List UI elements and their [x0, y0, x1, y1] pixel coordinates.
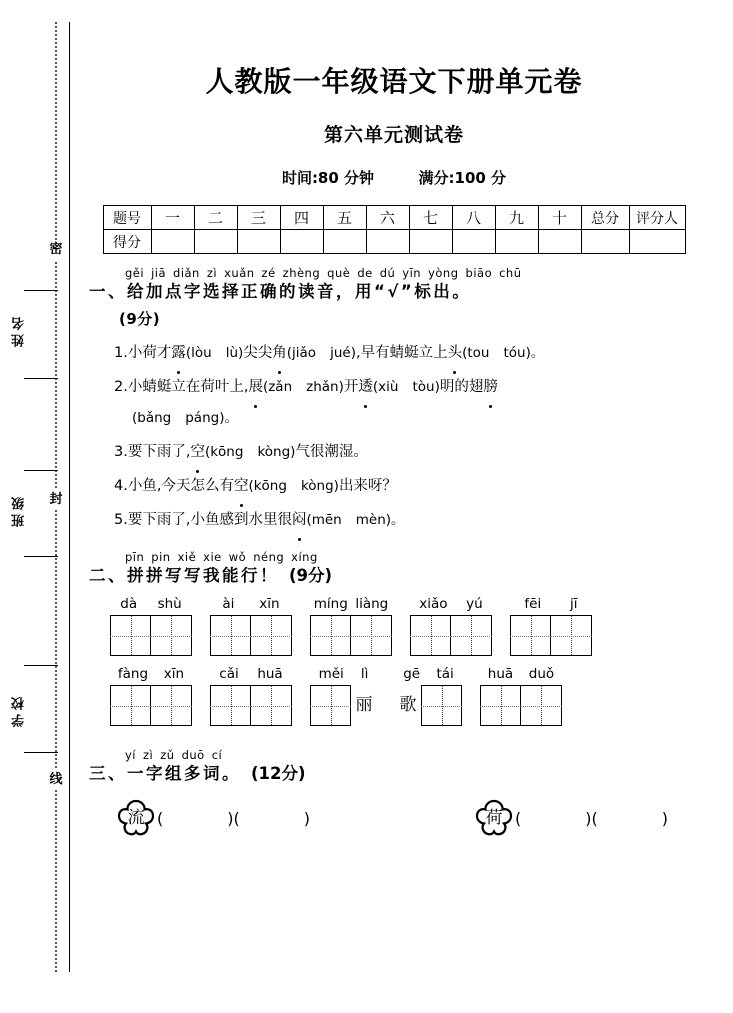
pinyin-syllable: jiā — [151, 266, 167, 280]
pinyin-syllable: liàng — [355, 596, 389, 612]
pinyin-syllable: gē — [403, 666, 421, 682]
section-two-index: 二、 — [89, 566, 127, 585]
section-two-points: (9分) — [289, 566, 333, 585]
prefilled-character: 丽 — [355, 695, 373, 715]
score-table-col-1: 一 — [151, 206, 194, 230]
question-line — [114, 437, 702, 468]
question-text: 要下雨了,小鱼感到水里很 — [127, 512, 292, 528]
writing-grid-rows — [86, 596, 702, 726]
pinyin-syllable: diǎn — [173, 266, 200, 280]
score-table-header-row — [103, 206, 685, 230]
dotted-target-char: 空 — [234, 471, 249, 502]
question-line — [114, 505, 702, 536]
score-table — [103, 205, 686, 254]
pinyin-syllable: xīn — [259, 596, 280, 612]
tianzi-cell[interactable] — [480, 685, 521, 726]
pinyin-syllable: zǔ — [160, 748, 175, 762]
writing-grid-boxes — [510, 615, 592, 656]
score-cell-8[interactable] — [452, 230, 495, 254]
question-item — [114, 338, 702, 369]
pinyin-option[interactable]: páng)。 — [185, 410, 238, 426]
tianzi-cell[interactable] — [451, 615, 492, 656]
pinyin-option[interactable]: lù) — [225, 345, 244, 361]
info-separator — [24, 752, 58, 753]
score-cell-3[interactable] — [237, 230, 280, 254]
question-text: 小鱼,今天怎么有 — [127, 478, 234, 494]
pinyin-syllable: duǒ — [528, 666, 555, 682]
tianzi-cell[interactable] — [310, 685, 351, 726]
writing-grid-group — [210, 596, 292, 656]
pinyin-syllable: de — [357, 266, 373, 280]
info-separator — [24, 556, 58, 557]
pinyin-option[interactable]: (lòu — [185, 345, 212, 361]
page-title: 人教版一年级语文下册单元卷 — [205, 65, 583, 98]
tianzi-cell[interactable] — [151, 615, 192, 656]
writing-grid-boxes — [210, 615, 292, 656]
score-cell-total[interactable] — [581, 230, 629, 254]
pinyin-syllable: pīn — [125, 550, 145, 564]
pinyin-syllable: dú — [379, 266, 396, 280]
student-class-label: 班级 — [12, 493, 27, 527]
score-cell-6[interactable] — [366, 230, 409, 254]
writing-grid-group — [510, 596, 592, 656]
writing-grid-pinyin — [410, 596, 492, 612]
score-table-col-2: 二 — [194, 206, 237, 230]
writing-grid-boxes — [310, 615, 392, 656]
tianzi-cell[interactable] — [521, 685, 562, 726]
section-three-index: 三、 — [89, 764, 127, 783]
pinyin-syllable: néng — [253, 550, 285, 564]
question-text: 尖尖 — [243, 345, 273, 361]
answer-parentheses[interactable]: ( )( ) — [157, 808, 310, 828]
section-two-title — [89, 562, 702, 586]
pinyin-option[interactable]: kòng) — [300, 478, 339, 494]
pinyin-option[interactable]: jué) — [330, 345, 356, 361]
exam-meta — [86, 167, 702, 188]
tianzi-cell[interactable] — [310, 615, 351, 656]
pinyin-syllable: dà — [120, 596, 138, 612]
writing-grid-boxes — [210, 685, 292, 726]
score-table-row-label: 题号 — [103, 206, 151, 230]
writing-grid-pinyin — [480, 666, 562, 682]
writing-grid-pinyin — [210, 596, 292, 612]
info-separator — [24, 290, 58, 291]
writing-grid-group — [110, 596, 192, 656]
question-text: 开 — [343, 379, 359, 395]
info-separator — [24, 470, 58, 471]
dotted-target-char: 空 — [190, 437, 205, 468]
writing-grid-boxes — [480, 685, 562, 726]
pinyin-syllable: zé — [261, 266, 276, 280]
score-table-col-8: 八 — [452, 206, 495, 230]
writing-grid-row — [110, 666, 702, 726]
tianzi-cell[interactable] — [210, 685, 251, 726]
tianzi-cell[interactable] — [251, 685, 292, 726]
question-number: 5. — [114, 512, 128, 528]
section-two-text: 拼拼写写我能行！ — [127, 566, 279, 585]
tianzi-cell[interactable] — [151, 685, 192, 726]
question-number: 2. — [114, 379, 128, 395]
writing-grid-pinyin — [210, 666, 292, 682]
dotted-target-char: 膀 — [483, 372, 498, 403]
question-number: 3. — [114, 444, 128, 460]
pinyin-syllable: yí — [125, 748, 137, 762]
pinyin-option[interactable]: zhǎn) — [306, 379, 344, 395]
section-two — [86, 550, 702, 586]
dotted-target-char: 透 — [358, 372, 373, 403]
pinyin-option[interactable]: (xiù — [372, 379, 399, 395]
score-cell-4[interactable] — [280, 230, 323, 254]
pinyin-syllable: duō — [181, 748, 205, 762]
score-table-col-5: 五 — [323, 206, 366, 230]
dotted-target-char: 头 — [448, 338, 463, 369]
pinyin-syllable: biāo — [465, 266, 493, 280]
pinyin-syllable: fàng — [117, 666, 149, 682]
score-cell-9[interactable] — [495, 230, 538, 254]
pinyin-syllable: què — [327, 266, 351, 280]
pinyin-option[interactable]: tóu)。 — [503, 345, 545, 361]
word-building-item — [116, 798, 310, 838]
pinyin-syllable: zì — [143, 748, 154, 762]
question-text: 要下雨了, — [127, 444, 191, 460]
question-text: 出来呀？ — [338, 478, 397, 494]
writing-grid-boxes — [110, 685, 192, 726]
pinyin-syllable: jī — [570, 596, 578, 612]
score-cell-10[interactable] — [538, 230, 581, 254]
pinyin-syllable: huā — [257, 666, 283, 682]
writing-grid-pinyin — [110, 596, 192, 612]
pinyin-option[interactable]: (tou — [462, 345, 490, 361]
writing-grid-group — [110, 666, 192, 726]
pinyin-syllable: míng — [313, 596, 348, 612]
score-table-row-label: 得分 — [103, 230, 151, 254]
writing-grid-group — [310, 666, 377, 726]
pinyin-syllable: cí — [211, 748, 223, 762]
question-text: 明的翅 — [439, 379, 484, 395]
writing-grid-group — [310, 596, 392, 656]
writing-grid-pinyin — [310, 666, 377, 682]
score-table-col-7: 七 — [409, 206, 452, 230]
tianzi-cell[interactable] — [351, 615, 392, 656]
word-building-row — [116, 798, 702, 838]
dotted-target-char: 展 — [248, 372, 263, 403]
pinyin-option[interactable]: (bǎng — [132, 410, 172, 426]
info-separator — [24, 665, 58, 666]
writing-grid-pinyin — [310, 596, 392, 612]
question-line — [114, 372, 702, 403]
score-cell-1[interactable] — [151, 230, 194, 254]
dotted-target-char: 闷 — [292, 505, 307, 536]
pinyin-option[interactable]: mèn)。 — [355, 512, 405, 528]
tianzi-cell[interactable] — [110, 685, 151, 726]
tianzi-cell[interactable] — [421, 685, 462, 726]
section-three — [86, 748, 702, 784]
pinyin-syllable: chū — [499, 266, 522, 280]
question-text: 小蜻蜓立在荷叶上, — [127, 379, 249, 395]
pinyin-syllable: cǎi — [219, 666, 239, 682]
writing-grid-group — [210, 666, 292, 726]
pinyin-syllable: xiě — [177, 550, 197, 564]
question-item — [114, 437, 702, 468]
score-table-col-3: 三 — [237, 206, 280, 230]
pinyin-syllable: zì — [206, 266, 218, 280]
question-text: 小荷才 — [127, 345, 172, 361]
score-table-col-10: 十 — [538, 206, 581, 230]
pinyin-syllable: xīn — [163, 666, 185, 682]
student-name-label: 姓名 — [12, 313, 27, 347]
score-table-total-label: 总分 — [581, 206, 629, 230]
pinyin-syllable: xuǎn — [224, 266, 255, 280]
question-line — [114, 338, 702, 369]
pinyin-syllable: yīn — [402, 266, 422, 280]
flower-outline-icon — [474, 798, 514, 838]
writing-grid-group — [480, 666, 562, 726]
question-number: 1. — [114, 345, 128, 361]
writing-grid-boxes — [310, 685, 377, 726]
score-table-col-6: 六 — [366, 206, 409, 230]
question-number: 4. — [114, 478, 128, 494]
question-item — [114, 471, 702, 502]
word-building-character: 流 — [127, 808, 145, 828]
dotted-target-char: 露 — [171, 338, 186, 369]
prefilled-character: 歌 — [399, 695, 417, 715]
writing-grid-group — [410, 596, 492, 656]
score-cell-5[interactable] — [323, 230, 366, 254]
pinyin-option[interactable]: (kōng — [204, 444, 244, 460]
pinyin-syllable: tái — [436, 666, 454, 682]
writing-grid-pinyin — [395, 666, 462, 682]
question-item — [114, 505, 702, 536]
seal-char-feng: 封 — [46, 490, 66, 510]
seal-margin — [0, 0, 72, 1013]
question-line — [132, 403, 702, 434]
score-cell-7[interactable] — [409, 230, 452, 254]
word-building-item — [474, 798, 668, 838]
writing-grid-pinyin — [110, 666, 192, 682]
score-table-col-4: 四 — [280, 206, 323, 230]
question-text: 气很潮湿。 — [295, 444, 368, 460]
pinyin-syllable: huā — [487, 666, 514, 682]
pinyin-option[interactable]: (mēn — [306, 512, 342, 528]
pinyin-syllable: shù — [157, 596, 182, 612]
tianzi-cell[interactable] — [551, 615, 592, 656]
pinyin-syllable: měi — [318, 666, 344, 682]
score-table-value-row — [103, 230, 685, 254]
seal-char-xian: 线 — [46, 770, 66, 790]
pinyin-option[interactable]: tòu) — [412, 379, 440, 395]
score-table-col-9: 九 — [495, 206, 538, 230]
tianzi-cell[interactable] — [510, 615, 551, 656]
page-subtitle: 第六单元测试卷 — [323, 124, 464, 146]
writing-grid-boxes — [395, 685, 462, 726]
score-table-grader-label: 评分人 — [629, 206, 685, 230]
exam-total-score-label: 满分:100 分 — [418, 169, 507, 187]
section-three-title — [89, 760, 702, 784]
writing-grid-boxes — [410, 615, 492, 656]
word-building-character: 荷 — [485, 808, 503, 828]
section-three-text: 一字组多词。 — [127, 764, 241, 783]
writing-grid-row — [110, 596, 702, 656]
pinyin-syllable: yú — [466, 596, 483, 612]
question-line — [114, 471, 702, 502]
exam-time-label: 时间:80 分钟 — [281, 169, 375, 187]
flower-outline-icon — [116, 798, 156, 838]
seal-char-mi: 密 — [46, 240, 66, 260]
section-one-title — [89, 278, 702, 302]
pinyin-syllable: lì — [360, 666, 369, 682]
writing-grid-group — [395, 666, 462, 726]
section-one-points: (9分) — [119, 310, 161, 328]
score-cell-2[interactable] — [194, 230, 237, 254]
pinyin-option[interactable]: kòng) — [257, 444, 296, 460]
pinyin-syllable: zhèng — [282, 266, 321, 280]
answer-parentheses[interactable]: ( )( ) — [514, 808, 668, 828]
tianzi-cell[interactable] — [410, 615, 451, 656]
pinyin-syllable: pin — [151, 550, 171, 564]
score-cell-grader[interactable] — [629, 230, 685, 254]
pinyin-option[interactable]: (zǎn — [262, 379, 293, 395]
pinyin-syllable: gěi — [125, 266, 145, 280]
pinyin-option[interactable]: (jiǎo — [286, 345, 317, 361]
pinyin-syllable: ài — [222, 596, 235, 612]
tianzi-cell[interactable] — [210, 615, 251, 656]
pinyin-syllable: yòng — [428, 266, 459, 280]
section-one-index: 一、 — [89, 282, 127, 301]
pinyin-option[interactable]: (kōng — [248, 478, 287, 494]
writing-grid-boxes — [110, 615, 192, 656]
section-one — [86, 266, 702, 329]
question-text: ,早有蜻蜓立上 — [355, 345, 448, 361]
info-separator — [24, 378, 58, 379]
seal-solid-line — [69, 22, 70, 972]
pinyin-syllable: xie — [203, 550, 222, 564]
tianzi-cell[interactable] — [110, 615, 151, 656]
section-three-points: (12分) — [251, 764, 306, 783]
student-school-label: 学校 — [12, 693, 27, 727]
pinyin-syllable: wǒ — [228, 550, 247, 564]
section-one-text: 给加点字选择正确的读音，用“√”标出。 — [127, 282, 472, 301]
tianzi-cell[interactable] — [251, 615, 292, 656]
pinyin-syllable: fēi — [524, 596, 542, 612]
dotted-target-char: 角 — [272, 338, 287, 369]
writing-grid-pinyin — [510, 596, 592, 612]
question-item — [114, 372, 702, 434]
pinyin-syllable: xiǎo — [419, 596, 448, 612]
exam-sheet — [86, 0, 702, 1013]
pinyin-syllable: xíng — [291, 550, 318, 564]
section-one-question-list — [114, 338, 702, 536]
